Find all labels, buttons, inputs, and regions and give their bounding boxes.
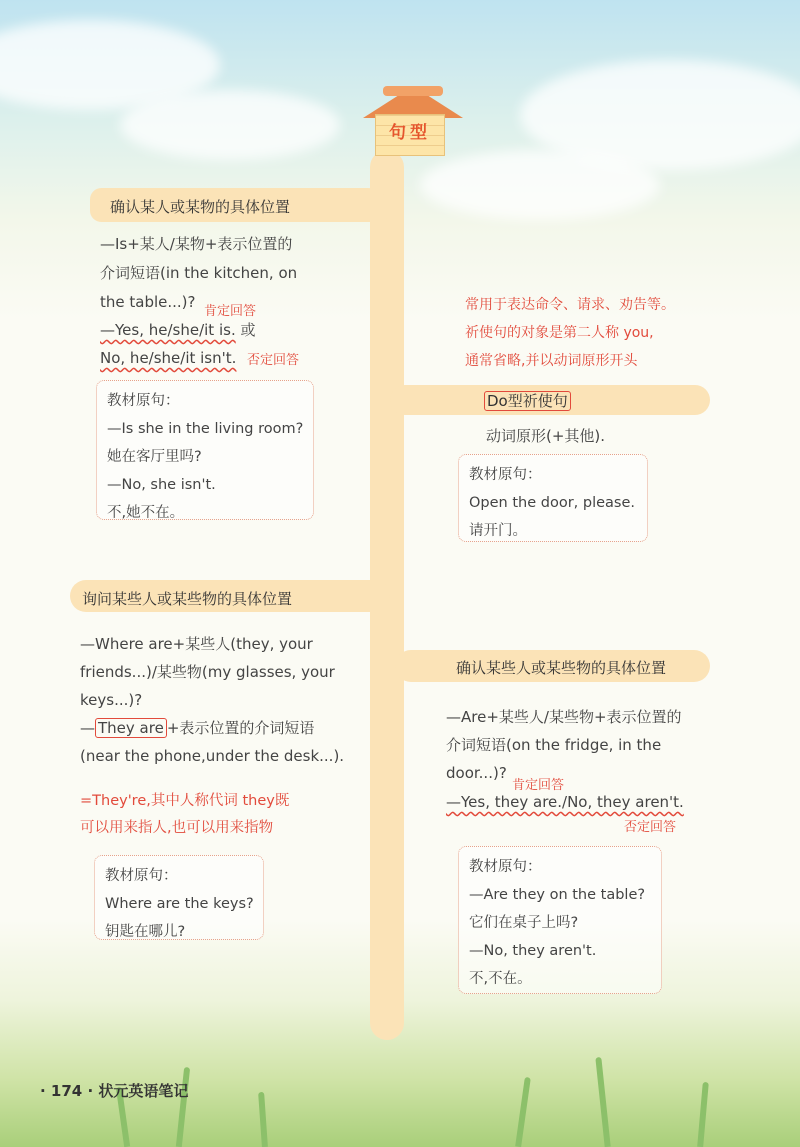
- example-label: 教材原句：: [105, 868, 178, 884]
- example-line: 不,她不在。: [107, 505, 185, 521]
- section4-note-yes: 肯定回答: [512, 778, 565, 793]
- section4-answer: —Yes, they are./No, they aren't.: [446, 793, 684, 811]
- page-title: 句型: [389, 123, 431, 143]
- example-line: 她在客厅里吗?: [107, 449, 202, 465]
- section2-heading: Do型祈使句: [484, 391, 571, 411]
- example-line: 钥匙在哪儿?: [105, 924, 186, 940]
- section1-note-yes: 肯定回答: [204, 304, 257, 319]
- example-line: 请开门。: [469, 523, 527, 539]
- example-line: —Is she in the living room?: [107, 421, 304, 437]
- section3-example-box: [94, 855, 264, 940]
- section3-line: —Where are+某些人(they, your: [80, 635, 313, 653]
- section1-line: —Is+某人/某物+表示位置的: [100, 235, 293, 253]
- example-line: —No, they aren't.: [469, 943, 597, 959]
- example-line: 不,不在。: [469, 971, 532, 987]
- section1-heading: 确认某人或某物的具体位置: [110, 198, 291, 216]
- section3-line: friends...)/某些物(my glasses, your: [80, 663, 335, 681]
- section4-heading: 确认某些人或某些物的具体位置: [456, 659, 667, 677]
- example-line: —No, she isn't.: [107, 477, 216, 493]
- example-line: 它们在桌子上吗?: [469, 915, 579, 931]
- example-line: Open the door, please.: [469, 495, 635, 511]
- example-line: —Are they on the table?: [469, 887, 646, 903]
- section4-line: —Are+某些人/某些物+表示位置的: [446, 708, 682, 726]
- section1-answer-or: 或: [240, 321, 256, 339]
- section4-example-box: [458, 846, 662, 994]
- section4-line: door...)?: [446, 764, 507, 782]
- example-line: Where are the keys?: [105, 896, 254, 912]
- example-label: 教材原句：: [469, 467, 542, 483]
- section2-note: 通常省略,并以动词原形开头: [465, 353, 638, 369]
- section1-line: 介词短语(in the kitchen, on: [100, 264, 298, 282]
- section4-note-no: 否定回答: [624, 820, 677, 835]
- section3-heading: 询问某些人或某些物的具体位置: [82, 590, 293, 608]
- section2-note: 常用于表达命令、请求、劝告等。: [465, 297, 675, 313]
- section1-answer-no: No, he/she/it isn't.: [100, 349, 237, 367]
- section3-answer-boxed: They are: [95, 718, 167, 738]
- section1-example-box: [96, 380, 314, 520]
- section2-note: 祈使句的对象是第二人称 you,: [465, 325, 654, 341]
- section3-answer-line2: (near the phone,under the desk...).: [80, 747, 345, 765]
- section3-answer-rest: +表示位置的介词短语: [166, 719, 315, 737]
- section3-note: =They're,其中人称代词 they既: [80, 793, 290, 809]
- example-label: 教材原句：: [107, 393, 180, 409]
- section2-example-box: [458, 454, 648, 542]
- section1-line: the table...)?: [100, 293, 196, 311]
- section2-formula: 动词原形(+其他).: [486, 427, 606, 445]
- section1-answer-yes: —Yes, he/she/it is.: [100, 321, 236, 339]
- section4-line: 介词短语(on the fridge, in the: [446, 736, 662, 754]
- section3-note: 可以用来指人,也可以用来指物: [80, 820, 274, 836]
- page-footer: · 174 · 状元英语笔记: [40, 1082, 189, 1100]
- example-label: 教材原句：: [469, 859, 542, 875]
- section1-note-no: 否定回答: [247, 353, 300, 368]
- section3-line: keys...)?: [80, 691, 143, 709]
